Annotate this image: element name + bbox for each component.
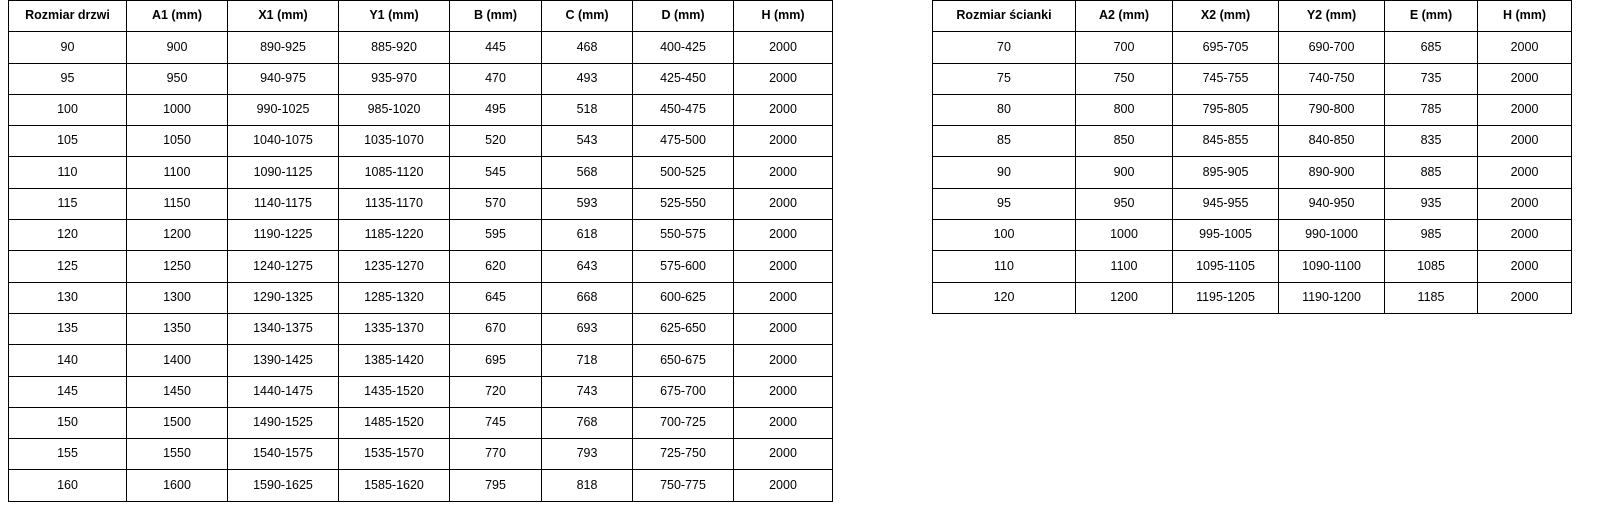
- doors-cell: 115: [9, 188, 127, 219]
- doors-cell: 545: [450, 157, 542, 188]
- doors-cell: 940-975: [228, 63, 339, 94]
- walls-cell: 990-1000: [1279, 220, 1385, 251]
- doors-cell: 1335-1370: [339, 313, 450, 344]
- walls-cell: 685: [1385, 32, 1478, 63]
- doors-cell: 793: [542, 439, 633, 470]
- walls-cell: 70: [933, 32, 1076, 63]
- doors-cell: 795: [450, 470, 542, 501]
- doors-cell: 1250: [127, 251, 228, 282]
- doors-cell: 125: [9, 251, 127, 282]
- walls-column-header: Rozmiar ścianki: [933, 1, 1076, 32]
- doors-cell: 95: [9, 63, 127, 94]
- table-row: [9, 157, 833, 188]
- doors-column-header: D (mm): [633, 1, 734, 32]
- walls-cell: 740-750: [1279, 63, 1385, 94]
- doors-cell: 2000: [734, 157, 833, 188]
- walls-column-header: X2 (mm): [1173, 1, 1279, 32]
- doors-cell: 1085-1120: [339, 157, 450, 188]
- table-row: [9, 94, 833, 125]
- doors-cell: 2000: [734, 94, 833, 125]
- doors-cell: 135: [9, 313, 127, 344]
- walls-cell: 845-855: [1173, 126, 1279, 157]
- table-row: [9, 407, 833, 438]
- table-row: [9, 188, 833, 219]
- doors-cell: 1285-1320: [339, 282, 450, 313]
- doors-cell: 1150: [127, 188, 228, 219]
- doors-cell: 650-675: [633, 345, 734, 376]
- doors-cell: 720: [450, 376, 542, 407]
- doors-cell: 668: [542, 282, 633, 313]
- walls-cell: 1200: [1076, 282, 1173, 313]
- table-row: [933, 32, 1572, 63]
- walls-cell: 2000: [1478, 220, 1572, 251]
- walls-dimensions-table: [932, 0, 1572, 314]
- walls-cell: 885: [1385, 157, 1478, 188]
- doors-cell: 1450: [127, 376, 228, 407]
- walls-cell: 2000: [1478, 188, 1572, 219]
- doors-column-header: Rozmiar drzwi: [9, 1, 127, 32]
- doors-cell: 643: [542, 251, 633, 282]
- doors-cell: 1235-1270: [339, 251, 450, 282]
- doors-cell: 450-475: [633, 94, 734, 125]
- walls-cell: 835: [1385, 126, 1478, 157]
- doors-cell: 575-600: [633, 251, 734, 282]
- doors-cell: 150: [9, 407, 127, 438]
- doors-cell: 885-920: [339, 32, 450, 63]
- doors-cell: 2000: [734, 345, 833, 376]
- doors-cell: 1400: [127, 345, 228, 376]
- doors-cell: 425-450: [633, 63, 734, 94]
- doors-cell: 543: [542, 126, 633, 157]
- table-row: [9, 251, 833, 282]
- walls-cell: 790-800: [1279, 94, 1385, 125]
- doors-cell: 1050: [127, 126, 228, 157]
- doors-cell: 1485-1520: [339, 407, 450, 438]
- doors-cell: 718: [542, 345, 633, 376]
- doors-column-header: H (mm): [734, 1, 833, 32]
- walls-cell: 850: [1076, 126, 1173, 157]
- table-row: [9, 63, 833, 94]
- doors-cell: 1290-1325: [228, 282, 339, 313]
- doors-cell: 1300: [127, 282, 228, 313]
- table-row: [933, 157, 1572, 188]
- doors-cell: 90: [9, 32, 127, 63]
- doors-cell: 1140-1175: [228, 188, 339, 219]
- walls-cell: 840-850: [1279, 126, 1385, 157]
- walls-cell: 80: [933, 94, 1076, 125]
- walls-cell: 695-705: [1173, 32, 1279, 63]
- table-row: [9, 313, 833, 344]
- walls-cell: 1190-1200: [1279, 282, 1385, 313]
- doors-cell: 130: [9, 282, 127, 313]
- doors-cell: 100: [9, 94, 127, 125]
- doors-cell: 770: [450, 439, 542, 470]
- doors-cell: 550-575: [633, 220, 734, 251]
- doors-cell: 2000: [734, 376, 833, 407]
- walls-cell: 1185: [1385, 282, 1478, 313]
- doors-cell: 2000: [734, 32, 833, 63]
- doors-cell: 625-650: [633, 313, 734, 344]
- doors-cell: 1535-1570: [339, 439, 450, 470]
- walls-cell: 785: [1385, 94, 1478, 125]
- doors-dimensions-table: [8, 0, 833, 502]
- table-row: [9, 376, 833, 407]
- walls-table-head: [933, 1, 1572, 32]
- table-row: [9, 126, 833, 157]
- doors-cell: 1200: [127, 220, 228, 251]
- doors-cell: 725-750: [633, 439, 734, 470]
- doors-cell: 1585-1620: [339, 470, 450, 501]
- walls-cell: 100: [933, 220, 1076, 251]
- doors-cell: 445: [450, 32, 542, 63]
- doors-cell: 890-925: [228, 32, 339, 63]
- doors-cell: 695: [450, 345, 542, 376]
- doors-cell: 745: [450, 407, 542, 438]
- doors-cell: 2000: [734, 470, 833, 501]
- doors-cell: 1035-1070: [339, 126, 450, 157]
- doors-cell: 470: [450, 63, 542, 94]
- doors-cell: 570: [450, 188, 542, 219]
- table-row: [933, 126, 1572, 157]
- table-row: [933, 188, 1572, 219]
- doors-cell: 518: [542, 94, 633, 125]
- walls-cell: 110: [933, 251, 1076, 282]
- doors-cell: 1135-1170: [339, 188, 450, 219]
- walls-cell: 1095-1105: [1173, 251, 1279, 282]
- walls-cell: 995-1005: [1173, 220, 1279, 251]
- doors-cell: 618: [542, 220, 633, 251]
- walls-cell: 745-755: [1173, 63, 1279, 94]
- walls-cell: 2000: [1478, 32, 1572, 63]
- doors-cell: 1340-1375: [228, 313, 339, 344]
- doors-cell: 595: [450, 220, 542, 251]
- walls-cell: 890-900: [1279, 157, 1385, 188]
- doors-cell: 693: [542, 313, 633, 344]
- doors-cell: 1550: [127, 439, 228, 470]
- doors-cell: 990-1025: [228, 94, 339, 125]
- walls-header-row: [933, 1, 1572, 32]
- walls-cell: 900: [1076, 157, 1173, 188]
- doors-cell: 1590-1625: [228, 470, 339, 501]
- doors-cell: 400-425: [633, 32, 734, 63]
- doors-cell: 500-525: [633, 157, 734, 188]
- doors-cell: 670: [450, 313, 542, 344]
- doors-cell: 1190-1225: [228, 220, 339, 251]
- walls-cell: 2000: [1478, 63, 1572, 94]
- doors-cell: 2000: [734, 282, 833, 313]
- walls-cell: 1090-1100: [1279, 251, 1385, 282]
- doors-cell: 950: [127, 63, 228, 94]
- table-row: [933, 220, 1572, 251]
- walls-cell: 1100: [1076, 251, 1173, 282]
- doors-cell: 818: [542, 470, 633, 501]
- walls-cell: 750: [1076, 63, 1173, 94]
- walls-cell: 935: [1385, 188, 1478, 219]
- doors-cell: 493: [542, 63, 633, 94]
- walls-cell: 2000: [1478, 126, 1572, 157]
- doors-cell: 1385-1420: [339, 345, 450, 376]
- doors-table-container: [8, 0, 833, 502]
- doors-cell: 110: [9, 157, 127, 188]
- doors-cell: 1090-1125: [228, 157, 339, 188]
- doors-cell: 2000: [734, 313, 833, 344]
- walls-cell: 2000: [1478, 157, 1572, 188]
- walls-cell: 940-950: [1279, 188, 1385, 219]
- doors-cell: 105: [9, 126, 127, 157]
- walls-cell: 1085: [1385, 251, 1478, 282]
- doors-cell: 1500: [127, 407, 228, 438]
- walls-column-header: A2 (mm): [1076, 1, 1173, 32]
- walls-cell: 795-805: [1173, 94, 1279, 125]
- walls-cell: 95: [933, 188, 1076, 219]
- doors-cell: 2000: [734, 188, 833, 219]
- doors-cell: 1435-1520: [339, 376, 450, 407]
- doors-cell: 1100: [127, 157, 228, 188]
- doors-cell: 1040-1075: [228, 126, 339, 157]
- walls-cell: 1000: [1076, 220, 1173, 251]
- doors-cell: 2000: [734, 220, 833, 251]
- doors-cell: 160: [9, 470, 127, 501]
- doors-cell: 1440-1475: [228, 376, 339, 407]
- doors-cell: 155: [9, 439, 127, 470]
- walls-cell: 85: [933, 126, 1076, 157]
- walls-cell: 2000: [1478, 94, 1572, 125]
- doors-table-body: [9, 32, 833, 501]
- doors-cell: 1000: [127, 94, 228, 125]
- doors-cell: 2000: [734, 407, 833, 438]
- table-row: [933, 251, 1572, 282]
- doors-cell: 120: [9, 220, 127, 251]
- doors-cell: 1185-1220: [339, 220, 450, 251]
- table-row: [933, 94, 1572, 125]
- doors-cell: 520: [450, 126, 542, 157]
- walls-cell: 2000: [1478, 282, 1572, 313]
- doors-cell: 1390-1425: [228, 345, 339, 376]
- walls-cell: 690-700: [1279, 32, 1385, 63]
- doors-cell: 1540-1575: [228, 439, 339, 470]
- doors-cell: 1240-1275: [228, 251, 339, 282]
- table-row: [933, 63, 1572, 94]
- doors-cell: 2000: [734, 439, 833, 470]
- table-row: [9, 282, 833, 313]
- doors-cell: 985-1020: [339, 94, 450, 125]
- table-row: [9, 32, 833, 63]
- doors-cell: 2000: [734, 251, 833, 282]
- walls-cell: 2000: [1478, 251, 1572, 282]
- doors-cell: 750-775: [633, 470, 734, 501]
- doors-cell: 468: [542, 32, 633, 63]
- doors-cell: 743: [542, 376, 633, 407]
- doors-column-header: C (mm): [542, 1, 633, 32]
- doors-cell: 900: [127, 32, 228, 63]
- doors-cell: 140: [9, 345, 127, 376]
- walls-table-container: [932, 0, 1572, 314]
- doors-cell: 645: [450, 282, 542, 313]
- walls-cell: 945-955: [1173, 188, 1279, 219]
- doors-cell: 620: [450, 251, 542, 282]
- walls-cell: 985: [1385, 220, 1478, 251]
- walls-column-header: Y2 (mm): [1279, 1, 1385, 32]
- doors-cell: 768: [542, 407, 633, 438]
- walls-cell: 700: [1076, 32, 1173, 63]
- doors-cell: 475-500: [633, 126, 734, 157]
- doors-column-header: B (mm): [450, 1, 542, 32]
- doors-cell: 2000: [734, 63, 833, 94]
- doors-column-header: A1 (mm): [127, 1, 228, 32]
- walls-cell: 895-905: [1173, 157, 1279, 188]
- walls-cell: 735: [1385, 63, 1478, 94]
- walls-cell: 800: [1076, 94, 1173, 125]
- doors-column-header: Y1 (mm): [339, 1, 450, 32]
- table-row: [933, 282, 1572, 313]
- walls-cell: 75: [933, 63, 1076, 94]
- doors-cell: 700-725: [633, 407, 734, 438]
- walls-column-header: E (mm): [1385, 1, 1478, 32]
- doors-cell: 593: [542, 188, 633, 219]
- table-row: [9, 345, 833, 376]
- doors-cell: 145: [9, 376, 127, 407]
- table-row: [9, 220, 833, 251]
- doors-cell: 1350: [127, 313, 228, 344]
- doors-header-row: [9, 1, 833, 32]
- walls-table-body: [933, 32, 1572, 314]
- doors-table-head: [9, 1, 833, 32]
- walls-column-header: H (mm): [1478, 1, 1572, 32]
- doors-cell: 2000: [734, 126, 833, 157]
- doors-cell: 675-700: [633, 376, 734, 407]
- doors-cell: 1600: [127, 470, 228, 501]
- walls-cell: 1195-1205: [1173, 282, 1279, 313]
- walls-cell: 120: [933, 282, 1076, 313]
- doors-cell: 1490-1525: [228, 407, 339, 438]
- doors-cell: 935-970: [339, 63, 450, 94]
- doors-cell: 600-625: [633, 282, 734, 313]
- walls-cell: 950: [1076, 188, 1173, 219]
- doors-column-header: X1 (mm): [228, 1, 339, 32]
- walls-cell: 90: [933, 157, 1076, 188]
- doors-cell: 525-550: [633, 188, 734, 219]
- doors-cell: 568: [542, 157, 633, 188]
- table-row: [9, 470, 833, 501]
- doors-cell: 495: [450, 94, 542, 125]
- table-row: [9, 439, 833, 470]
